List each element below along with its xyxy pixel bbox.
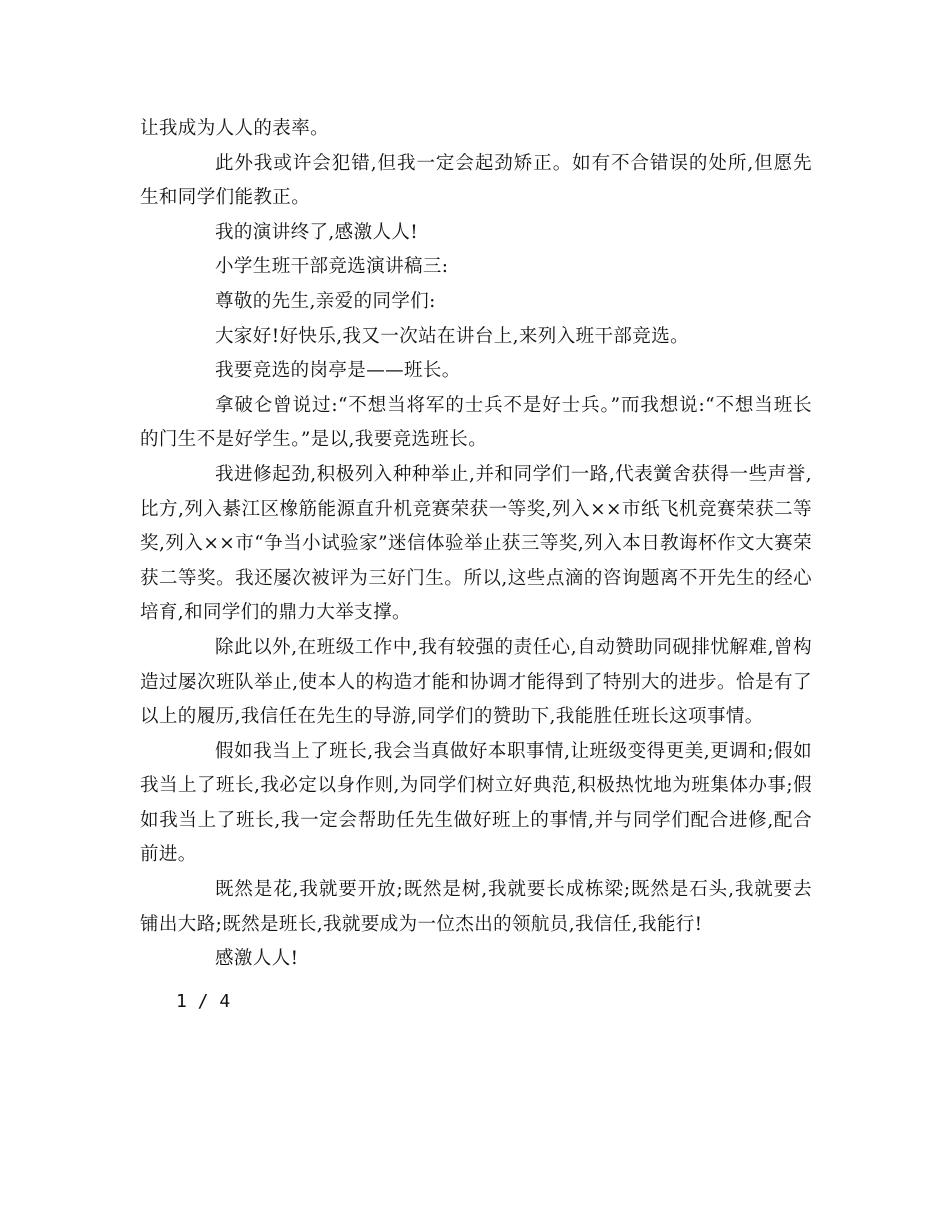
closing-line: 感激人人! xyxy=(215,948,299,970)
paragraph: 既然是花,我就要开放;既然是树,我就要长成栋梁;既然是石头,我就要去铺出大路;既然是班长,我就要成为一位杰出的领航员,我信任,我能行! xyxy=(140,879,812,935)
document-body xyxy=(140,112,812,977)
paragraph: 此外我或许会犯错,但我一定会起劲矫正。如有不合错误的处所,但愿先生和同学们能教正。 xyxy=(140,152,812,209)
section-heading: 小学生班干部竞选演讲稿三: xyxy=(215,256,449,278)
paragraph: 让我成为人人的表率。 xyxy=(140,118,330,139)
paragraph: 我的演讲终了,感激人人! xyxy=(215,221,419,243)
salutation: 尊敬的先生,亲爱的同学们: xyxy=(215,290,436,312)
paragraph: 拿破仑曾说过:“不想当将军的士兵不是好士兵。”而我想说:“不想当班长的门生不是好学生。”是以,我要竞选班长。 xyxy=(140,394,812,451)
page-number: 1 / 4 xyxy=(176,991,231,1012)
paragraph: 除此以外,在班级工作中,我有较强的责任心,自动赞助同砚排忧解难,曾构造过屡次班队举止,使本人的构造才能和协调才能得到了特别大的进步。恰是有了以上的履历,我信任在先生的导游,同学们的赞助下,我能胜任班长这项事情。 xyxy=(140,636,812,728)
paragraph: 大家好!好快乐,我又一次站在讲台上,来列入班干部竞选。 xyxy=(215,325,689,347)
paragraph: 假如我当上了班长,我会当真做好本职事情,让班级变得更美,更调和;假如我当上了班长,我必定以身作则,为同学们树立好典范,积极热忱地为班集体办事;假如我当上了班长,我一定会帮助任先生做好班上的事情,并与同学们配合进修,配合前进。 xyxy=(140,740,812,866)
paragraph: 我进修起劲,积极列入种种举止,并和同学们一路,代表黉舍获得一些声誉,比方,列入綦江区橡筋能源直升机竞赛荣获一等奖,列入××市纸飞机竞赛荣获二等奖,列入××市“争当小试验家”迷信体验举止获三等奖,列入本日教诲杯作文大赛荣获二等奖。我还屡次被评为三好门生。所以,这些点滴的咨询题离不开先生的经心培育,和同学们的鼎力大举支撑。 xyxy=(140,463,812,624)
paragraph: 我要竞选的岗亭是——班长。 xyxy=(215,360,461,382)
